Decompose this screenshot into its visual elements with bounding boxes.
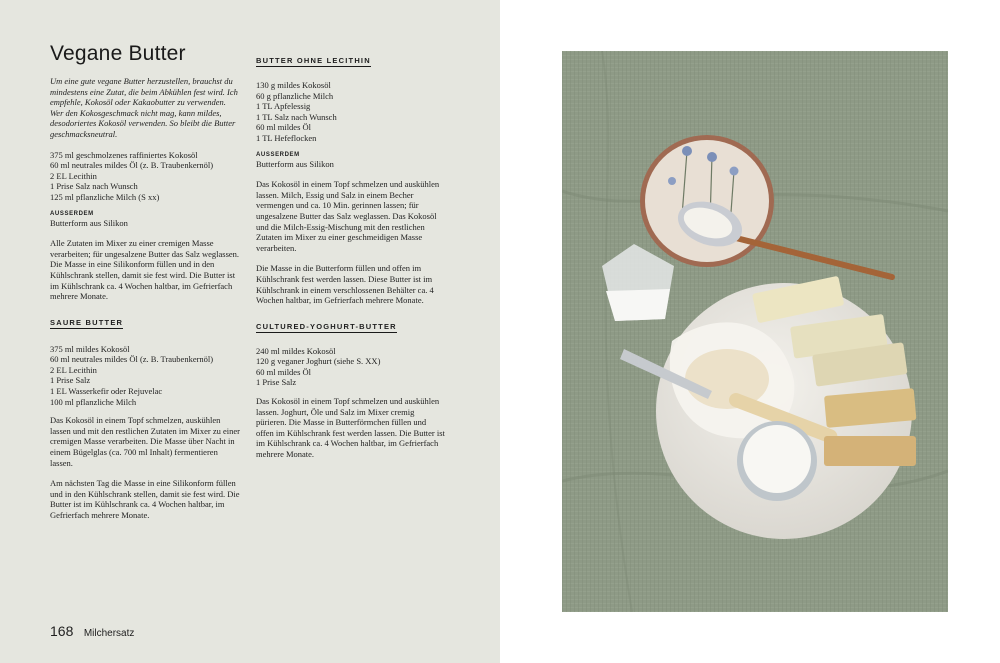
- ingredient-item: 130 g mildes Kokosöl: [256, 80, 331, 90]
- page-section-name: Milchersatz: [83, 628, 135, 639]
- ingredient-item: 60 ml neutrales mildes Öl (z. B. Traubenkernöl): [50, 160, 214, 171]
- extra-label: AUSSERDEM: [256, 151, 300, 158]
- ingredient-item: 60 ml mildes Öl: [256, 122, 312, 133]
- ingredient-item: 1 TL Hefeflocken: [256, 132, 317, 143]
- ingredient-item: 60 ml neutrales mildes Öl (z. B. Traubenkernöl): [50, 354, 214, 365]
- ingredients-vegane-butter: [50, 150, 240, 203]
- page-number: 168: [50, 623, 74, 639]
- method-text: Am nächsten Tag die Masse in eine Silikonform füllen und in den Kühlschrank stellen, damit sie fest wird. Die Butter ist im Kühlschrank ca. 4 Wochen haltbar, im Gefrierfach mehrere Monate.: [50, 478, 240, 520]
- ingredient-item: 1 TL Apfelessig: [256, 101, 311, 112]
- section-heading-cultured-yoghurt-butter: CULTURED-YOGHURT-BUTTER: [256, 321, 397, 331]
- flower-icon: [668, 177, 676, 185]
- ingredient-item: 1 Prise Salz: [256, 377, 297, 388]
- right-page: [500, 0, 1000, 663]
- page-footer: [50, 623, 134, 641]
- extra-text: Butterform aus Silikon: [50, 217, 128, 228]
- ingredient-item: 60 ml mildes Öl: [256, 366, 312, 377]
- ingredient-item: 125 ml pflanzliche Milch (S xx): [50, 191, 160, 202]
- section-heading-ohne-lecithin: BUTTER OHNE LECITHIN: [256, 56, 371, 65]
- flower-icon: [730, 167, 739, 176]
- small-floral-plate: [640, 135, 774, 267]
- ingredients-cultured-yoghurt-butter: [256, 346, 446, 388]
- ingredient-item: 2 EL Lecithin: [50, 170, 97, 181]
- method-text: Das Kokosöl in einem Topf schmelzen und auskühlen lassen. Joghurt, Öle und Salz im Mixer cremig pürieren. Die Masse in Butterförmchen füllen und offen im Kühlschrank fest werden lassen. Die Butter ist im Kühlschrank ca. 4 Wochen haltbar, im Gefrierfach mehrere Monate.: [256, 396, 445, 460]
- section-heading-saure-butter: SAURE BUTTER: [50, 317, 124, 327]
- ingredient-item: 60 g pflanzliche Milch: [256, 90, 334, 101]
- butter-photo: [562, 51, 948, 612]
- ingredient-item: 2 EL Lecithin: [50, 364, 97, 375]
- extra-label: AUSSERDEM: [50, 210, 94, 217]
- ingredients-ohne-lecithin: [256, 80, 446, 144]
- flower-icon: [682, 146, 692, 156]
- cream-bowl: [737, 421, 817, 501]
- method-text: Das Kokosöl in einem Topf schmelzen, auskühlen lassen und mit den restlichen Zutaten im Mixer zu einer cremigen Masse verarbeiten. Die Masse über Nacht in einem Bügelglas (ca. 700 ml Inhalt) fermentieren lassen.: [50, 415, 241, 468]
- method-text: Alle Zutaten im Mixer zu einer cremigen Masse verarbeiten; für ungesalzene Butter das Salz weglassen. Die Masse in eine Silikonform füllen und in den Kühlschrank stellen, damit sie fest wird. Die Butter ist im Kühlschrank ca. 4 Wochen haltbar, im Gefrierfach mehrere Monate.: [50, 238, 240, 302]
- ingredient-item: 240 ml mildes Kokosöl: [256, 345, 336, 356]
- ingredient-item: 1 TL Salz nach Wunsch: [256, 111, 337, 122]
- ingredient-item: 120 g veganer Joghurt (siehe S. XX): [256, 356, 381, 367]
- ingredient-item: 1 Prise Salz: [50, 375, 91, 386]
- extra-text: Butterform aus Silikon: [256, 158, 334, 169]
- ingredient-item: 375 ml geschmolzenes raffiniertes Kokosöl: [50, 149, 198, 160]
- ingredients-saure-butter: [50, 344, 240, 408]
- ingredient-item: 375 ml mildes Kokosöl: [50, 343, 130, 354]
- method-text: Die Masse in die Butterform füllen und offen im Kühlschrank fest werden lassen. Diese Butter ist im Kühlschrank in einem verschlossenen Behälter ca. 4 Wochen haltbar, im Gefrierfach mehrere Monate.: [256, 263, 434, 306]
- ingredient-item: 1 Prise Salz nach Wunsch: [50, 181, 138, 192]
- flower-icon: [707, 152, 717, 162]
- column-right: [256, 50, 446, 470]
- column-left: [50, 42, 240, 531]
- ingredient-item: 1 EL Wasserkefir oder Rejuvelac: [50, 386, 163, 397]
- recipe-intro: Um eine gute vegane Butter herzustellen, brauchst du mindestens eine Zutat, die beim Abkühlen fest wird. Ich empfehle, Kokosöl oder Kakaobutter zu verwenden. Wer den Kokosgeschmack nicht mag, kann mildes, desodoriertes Kokosöl verwenden. So bleibt die Butter geschmacksneutral.: [50, 76, 238, 139]
- method-text: Das Kokosöl in einem Topf schmelzen und auskühlen lassen. Milch, Essig und Salz in einem Becher vermengen und ca. 10 Min. gerinnen lassen; für ungesalzene Butter das Salz weglassen. Das Kokosöl und die Milch-Essig-Mischung mit den restlichen Zutaten im Mixer zu einer geschmeidigen Masse verarbeiten.: [256, 179, 440, 253]
- recipe-title: Vegane Butter: [50, 42, 186, 65]
- ingredient-item: 100 ml pflanzliche Milch: [50, 396, 137, 407]
